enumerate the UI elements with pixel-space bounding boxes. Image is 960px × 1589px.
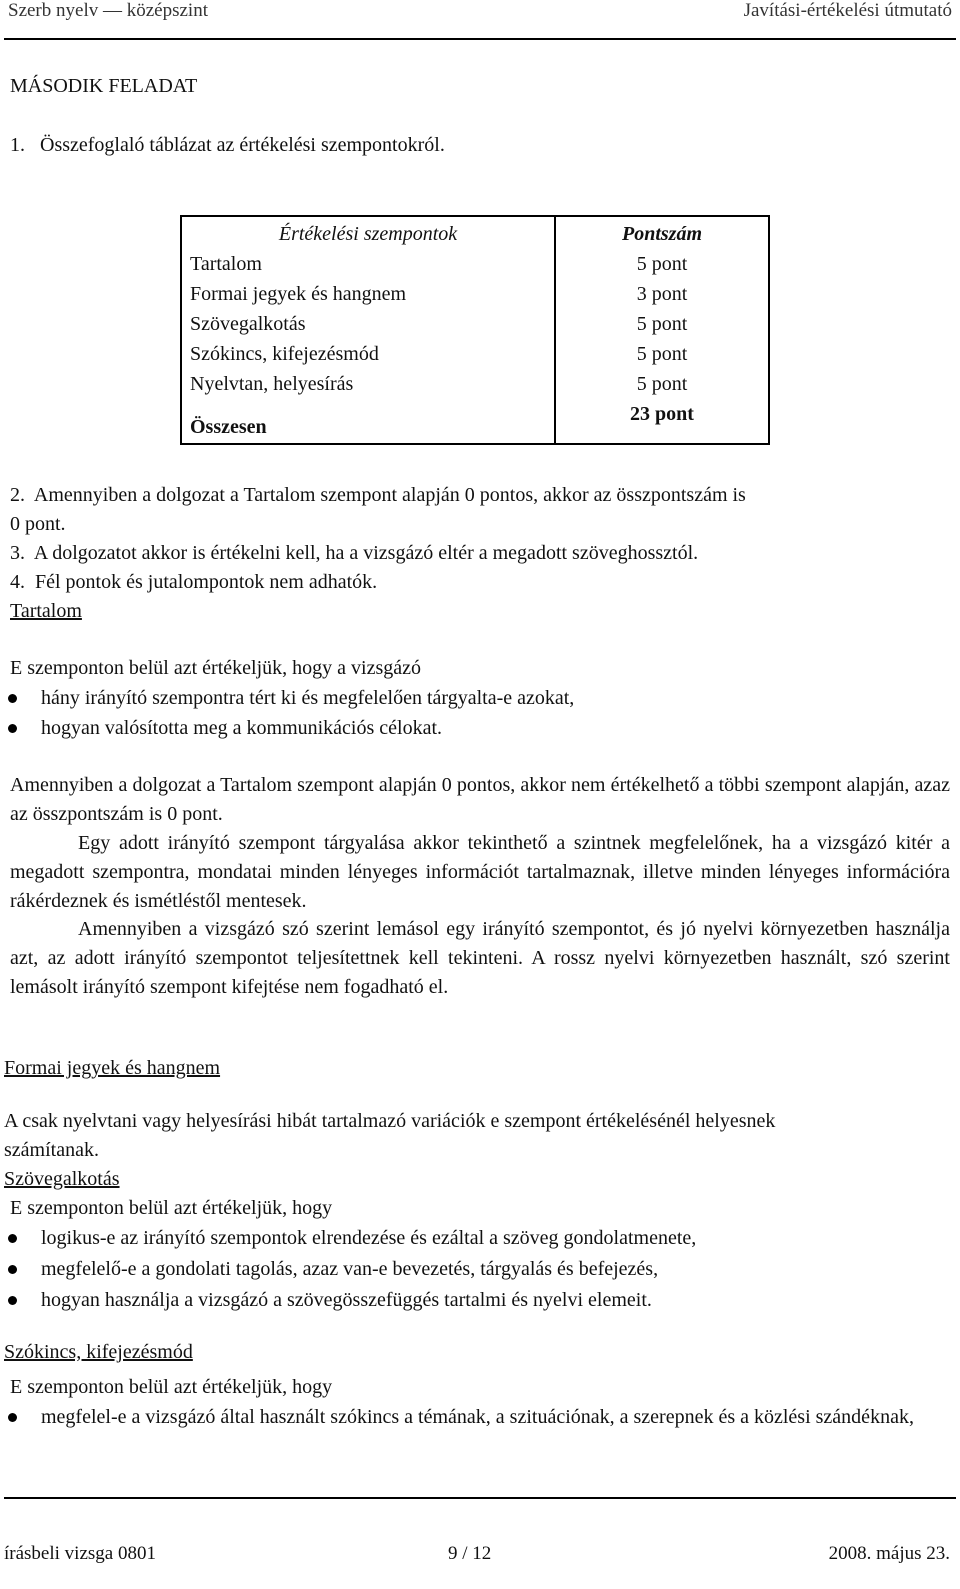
criteria-item: Tartalom bbox=[190, 253, 262, 275]
szovegalkotas-bullet: hogyan használja a vizsgázó a szövegösszefüggés tartalmi és nyelvi elemeit. bbox=[41, 1286, 950, 1315]
szokincs-intro: E szemponton belül azt értékeljük, hogy bbox=[10, 1376, 333, 1398]
total-value: 23 pont bbox=[630, 403, 694, 425]
szovegalkotas-bullet: megfelelő-e a gondolati tagolás, azaz van-e bevezetés, tárgyalás és befejezés, bbox=[41, 1255, 950, 1284]
szovegalkotas-bullet: logikus-e az irányító szempontok elrendezése és ezáltal a szöveg gondolatmenete, bbox=[41, 1224, 950, 1253]
header-guide-title: Javítási-értékelési útmutató bbox=[743, 0, 952, 21]
tartalom-heading: Tartalom bbox=[10, 600, 82, 622]
scoring-table bbox=[180, 215, 770, 445]
formai-heading: Formai jegyek és hangnem bbox=[4, 1057, 221, 1079]
footer-date: 2008. május 23. bbox=[828, 1543, 950, 1564]
szokincs-bullet: megfelel-e a vizsgázó által használt szókincs a témának, a szituációnak, a szerepnek és a közlési szándéknak, bbox=[41, 1403, 950, 1432]
footer-page-number: 9 / 12 bbox=[448, 1543, 492, 1564]
rule-item bbox=[10, 568, 950, 597]
rule-number: 2. bbox=[10, 484, 25, 506]
footer-rule bbox=[4, 1497, 956, 1499]
criteria-item: Nyelvtan, helyesírás bbox=[190, 373, 354, 395]
intro-line: 1. Összefoglaló táblázat az értékelési szempontokról. bbox=[10, 134, 445, 156]
tartalom-intro: E szemponton belül azt értékeljük, hogy a vizsgázó bbox=[10, 657, 421, 679]
total-label: Összesen bbox=[190, 416, 267, 438]
criteria-item: Formai jegyek és hangnem bbox=[190, 283, 407, 305]
points-item: 3 pont bbox=[636, 283, 688, 305]
tartalom-paragraph: Amennyiben a vizsgázó szó szerint lemásol egy irányító szempontot, és jó nyelvi környezetben használja azt, az adott irányító szempontot teljesítettnek kell tekinteni. A rossz nyelvi környezetben használt, szó szerint lemásolt irányító szempont kifejtése nem fogadható el. bbox=[10, 918, 950, 998]
footer-exam-code: írásbeli vizsga 0801 bbox=[4, 1543, 156, 1564]
criteria-item: Szövegalkotás bbox=[190, 313, 306, 335]
szovegalkotas-intro: E szemponton belül azt értékeljük, hogy bbox=[10, 1197, 333, 1219]
points-header: Pontszám bbox=[621, 223, 703, 245]
points-item: 5 pont bbox=[636, 253, 688, 275]
criteria-header: Értékelési szempontok bbox=[278, 223, 458, 245]
rule-number: 4. bbox=[10, 571, 25, 593]
tartalom-bullet: hogyan valósította meg a kommunikációs célokat. bbox=[41, 714, 950, 743]
tartalom-paragraph: Egy adott irányító szempont tárgyalása akkor tekinthető a szintnek megfelelőnek, ha a vizsgázó kitér a megadott szempontra, mondatai minden lényeges információt tartalmaznak, illetve minden lényeges információra rákérdeznek és ismétléstől mentesek. bbox=[10, 832, 950, 912]
tartalom-bullet: hány irányító szempontra tért ki és megfelelően tárgyalta-e azokat, bbox=[41, 684, 950, 713]
rule-continuation: 0 pont. bbox=[10, 513, 66, 535]
rule-number: 3. bbox=[10, 542, 25, 564]
header-subject: Szerb nyelv — középszint bbox=[8, 0, 208, 21]
szovegalkotas-heading: Szövegalkotás bbox=[4, 1168, 120, 1190]
criteria-cell bbox=[181, 216, 555, 444]
points-cell bbox=[555, 216, 769, 444]
header-rule bbox=[4, 38, 956, 40]
section-title: MÁSODIK FELADAT bbox=[10, 75, 198, 97]
rule-item bbox=[10, 539, 950, 568]
points-item: 5 pont bbox=[636, 313, 688, 335]
rule-item bbox=[10, 481, 950, 510]
formai-paragraph: A csak nyelvtani vagy helyesírási hibát tartalmazó variációk e szempont értékelésénél helyesnek számítanak. bbox=[4, 1110, 776, 1161]
criteria-item: Szókincs, kifejezésmód bbox=[190, 343, 379, 365]
points-item: 5 pont bbox=[636, 343, 688, 365]
rule-text: Amennyiben a dolgozat a Tartalom szempont alapján 0 pontos, akkor az összpontszám is bbox=[33, 484, 746, 506]
rule-text: Fél pontok és jutalompontok nem adhatók. bbox=[35, 571, 378, 593]
tartalom-paragraph: Amennyiben a dolgozat a Tartalom szempont alapján 0 pontos, akkor nem értékelhető a többi szempont alapján, azaz az összpontszám is 0 pont. bbox=[10, 774, 950, 825]
points-item: 5 pont bbox=[636, 373, 688, 395]
szokincs-heading: Szókincs, kifejezésmód bbox=[4, 1341, 193, 1363]
rule-text: A dolgozatot akkor is értékelni kell, ha a vizsgázó eltér a megadott szöveghossztól. bbox=[33, 542, 699, 564]
